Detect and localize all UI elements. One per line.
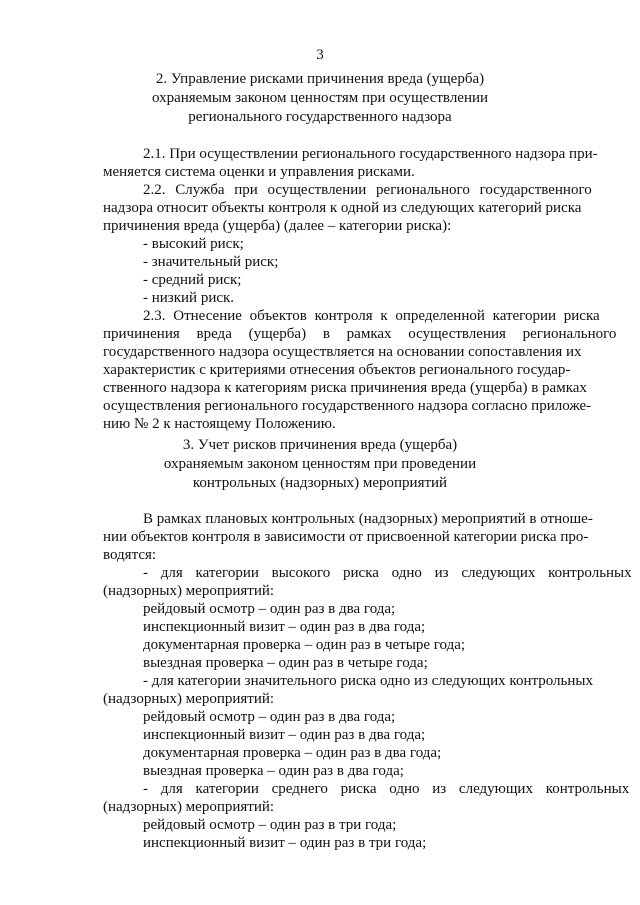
list-item: - средний риск; — [143, 272, 242, 288]
list-item: рейдовый осмотр – один раз в три года; — [143, 817, 397, 833]
list-item: рейдовый осмотр – один раз в два года; — [143, 601, 396, 617]
list-item: инспекционный визит – один раз в три года; — [143, 835, 427, 851]
paragraph-line: меняется система оценки и управления рисками. — [103, 164, 415, 180]
heading-line: 2. Управление рисками причинения вреда (ущерба) — [155, 71, 485, 87]
paragraph-line: причинения вреда (ущерба) (далее – категории риска): — [103, 218, 452, 234]
list-item: выездная проверка – один раз в два года; — [143, 763, 404, 779]
section-3-body — [103, 510, 632, 852]
list-item: рейдовый осмотр – один раз в два года; — [143, 709, 396, 725]
list-item: документарная проверка – один раз в четыре года; — [143, 637, 466, 653]
list-item: инспекционный визит – один раз в два года; — [143, 619, 426, 635]
heading-line: регионального государственного надзора — [188, 109, 452, 125]
paragraph-line: государственного надзора осуществляется на основании сопоставления их — [103, 344, 582, 360]
paragraph-line: осуществления регионального государственного надзора согласно приложе- — [103, 398, 592, 414]
list-item: инспекционный визит – один раз в два года; — [143, 727, 426, 743]
section-2-heading — [0, 70, 640, 127]
paragraph-line: нии объектов контроля в зависимости от присвоенной категории риска про- — [103, 529, 589, 545]
heading-line: 3. Учет рисков причинения вреда (ущерба) — [182, 437, 458, 453]
list-item: - низкий риск. — [143, 290, 235, 306]
list-item: - значительный риск; — [143, 254, 279, 270]
paragraph-line: 2.1. При осуществлении регионального государственного надзора при- — [143, 146, 598, 162]
paragraph-line: 2.3. Отнесение объектов контроля к определенной категории риска — [143, 308, 600, 324]
paragraph-line: (надзорных) мероприятий: — [103, 583, 275, 599]
page-number: 3 — [316, 47, 324, 63]
paragraph-line: (надзорных) мероприятий: — [103, 799, 275, 815]
paragraph-line: - для категории высокого риска одно из следующих контрольных — [143, 565, 632, 581]
paragraph-line: нию № 2 к настоящему Положению. — [103, 416, 336, 432]
paragraph-line: ственного надзора к категориям риска причинения вреда (ущерба) в рамках — [103, 380, 587, 396]
section-2-body — [103, 145, 617, 433]
paragraph-line: В рамках плановых контрольных (надзорных) мероприятий в отноше- — [143, 511, 593, 527]
paragraph-line: характеристик с критериями отнесения объектов регионального государ- — [103, 362, 571, 378]
list-item: документарная проверка – один раз в два года; — [143, 745, 442, 761]
paragraph-line: - для категории среднего риска одно из следующих контрольных — [143, 781, 630, 797]
paragraph-line: надзора относит объекты контроля к одной из следующих категорий риска — [103, 200, 582, 216]
list-item: выездная проверка – один раз в четыре года; — [143, 655, 428, 671]
paragraph-line: водятся: — [103, 547, 157, 563]
paragraph-line: 2.2. Служба при осуществлении регионального государственного — [143, 182, 592, 198]
paragraph-line: - для категории значительного риска одно из следующих контрольных — [143, 673, 593, 689]
paragraph-line: причинения вреда (ущерба) в рамках осуществления регионального — [103, 326, 617, 342]
heading-line: охраняемым законом ценностям при осуществлении — [151, 90, 489, 106]
paragraph-line: (надзорных) мероприятий: — [103, 691, 275, 707]
list-item: - высокий риск; — [143, 236, 244, 252]
heading-line: охраняемым законом ценностям при проведении — [163, 456, 477, 472]
heading-line: контрольных (надзорных) мероприятий — [192, 475, 448, 491]
section-3-heading — [0, 436, 640, 493]
